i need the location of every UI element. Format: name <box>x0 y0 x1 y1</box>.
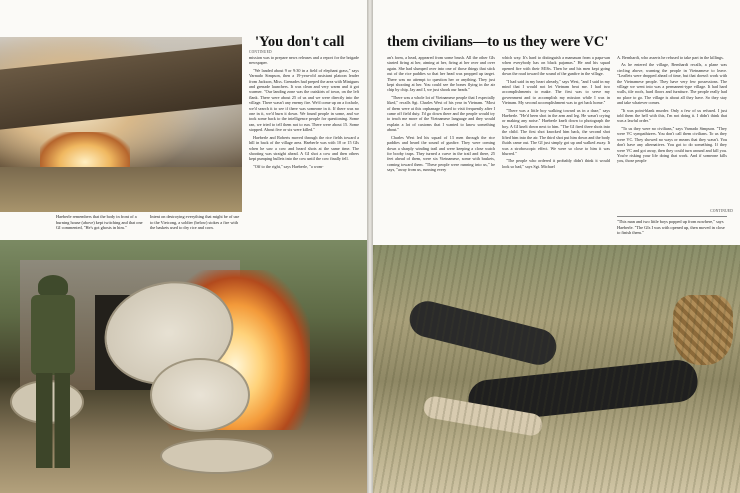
right-column-3 <box>617 55 727 164</box>
left-column-text <box>249 55 359 169</box>
rice-basket-2 <box>150 358 250 432</box>
soldier-legs <box>36 373 70 468</box>
left-paragraph-3: Haeberle and Roberts moved through the rice fields toward a hill in back of the village area. Haeberle was with 10 or 15 GIs when he saw a cow and heard shots at the same time. The shooting was straight ahead. A GI shot a cow and then others kept pumping bullets into the cow until the cow finally fell. <box>249 134 359 162</box>
r2-paragraph-1: which way. It's hard to distinguish a mamasan from a papa-san when everybody has on black pajamas." He and his squad opened fire with their M16s. Then he and his men kept going down the road toward the sound of the gunfire in the village. <box>502 55 610 77</box>
continued-label-right: CONTINUED <box>710 209 733 213</box>
r1-paragraph-1: an's form, a head, appeared from some brush. All the other GIs started firing at her, aiming at her, firing at her over and over again. She had slumped over into one of those things that stick out of the rice paddies so that her head was propped up target. There was no attempt to question her or anything. They just kept shooting at her. You could see the bones flying in the air chip by chip. Jay and I, we just shook our heads." <box>387 55 495 93</box>
soldier-body <box>31 295 75 375</box>
right-column-2 <box>502 55 610 169</box>
photo-grass <box>373 245 740 493</box>
caption-soldier-fire: Intent on destroying everything that might be of use to the Vietcong, a soldier (below) stokes a fire with the baskets used to dry rice and corn. <box>150 214 240 231</box>
photo-roof <box>0 43 242 130</box>
caption-field-victims: "This man and two little boys popped up from nowhere," says Haeberle. "The GIs I was with opened up, then moved in close to finish them." <box>617 219 725 236</box>
r1-paragraph-3: Charles West led his squad of 13 men through the rice paddies and heard the sound of gunfire. They were coming down a sharply winding trail and were keeping a close watch for booby traps. They turned a curve in the trail and there, 25 feet ahead of them, were six Vietnamese, some with baskets, coming toward them. "These people were running into us," he says, "away from us, running every <box>387 134 495 173</box>
soldier-helmet <box>38 275 68 297</box>
headline-left: 'You don't call <box>255 34 345 50</box>
caption-burning-house: Haeberle remembers that the body in front of a burning house (above) kept twitching and that one GI commented, "He's got ghosts in him." <box>56 214 143 231</box>
soldier-figure <box>28 275 78 475</box>
right-page <box>373 0 740 493</box>
rice-basket-3 <box>160 438 274 474</box>
r3-paragraph-2: As he entered the village, Bernhardt recalls, a plane was circling above, warning the people in Vietnamese to leave. "Leaflets were dropped ahead of time, but that doesn't work with the Vietnamese people. They have very few possessions. The village we went into was a permanent-type village. It had hard walls, tile roofs, hard floors and furniture. The people really had no place to go. The village is about all they have. So they stay and take whatever comes. <box>617 62 727 106</box>
left-paragraph-4: "Off to the right," says Haeberle, "a wom- <box>253 163 324 169</box>
photo-ground <box>0 167 242 212</box>
left-page <box>0 0 367 493</box>
left-paragraph-1: mission was to prepare news releases and a report for the brigade newspaper. <box>249 55 359 66</box>
r3-paragraph-1: A. Bernhardt, who asserts he refused to take part in the killings. <box>617 55 724 60</box>
r3-paragraph-3: "It was point-blank murder. Only a few of us refused. I just told them the hell with this, I'm not doing it. I didn't think that was a lawful order." <box>617 107 727 124</box>
continued-label-left: CONTINUED <box>249 50 272 54</box>
r2-paragraph-3: "There was a little boy walking toward us in a daze," says Haeberle. "He'd been shot in the arm and leg. He wasn't crying or making any noise." Haeberle knelt down to photograph the boy. A GI knelt down next to him. "The GI fired three shots into the child. The first shot knocked him back, the second shot lifted him into the air. The third shot put him down and the body fluids came out. The GI just simply got up and walked away. It was a stroboscopic effect. We were so close to him it was blurred." <box>502 107 610 156</box>
r2-paragraph-4: "The people who ordered it probably didn't think it would look so bad," says Sgt. Michael <box>502 158 610 169</box>
r3-paragraph-4: "To us they were no civilians," says Varnado Simpson. "They were VC sympathizers. You don't call them civilians. To us they were VC. They showed no ways or means that they wasn't. You don't have any alternatives. You got to do something. If they were VC and got away, then they could turn around and kill you. You're risking your life doing that work. And if someone kills you, those people <box>617 125 727 164</box>
r1-paragraph-2: "There was a whole lot of Vietnamese people that I especially liked," recalls Sgt. Charles West of his year in Vietnam. "Most of them were at this orphanage I used to visit frequently after I came off field duty. I'd go down there and the people would try to teach me more of the Vietnamese language and they would explain a lot of customs that I wanted to know something about." <box>387 94 495 133</box>
r2-paragraph-2: "I had said in my heart already," says West, "and I said in my mind that I would not let Vietnam beat me. I had two accomplishments to make. The first was to serve my government and to accomplish my mission while I was in Vietnam. My second accomplishment was to get back home." <box>502 78 610 106</box>
left-paragraph-2: "We landed about 9 or 9:30 in a field of elephant grass," says Varnado Simpson, then a 19-year-old assistant platoon leader from Jackson, Miss. Grenades had preped the area with Miniguns and grenade launchers. It was clean and very warm and it got warmer. "Our landing zone was the outskirts of town, on the left flank. There were about 25 of us and we were directly into the village. There wasn't any enemy fire. We'd come up on a foxhole, we'd search it to see if there was someone in it. If there was no one in it, we'd burn it down. We found people in some, and we took some back to the intelligence people for questioning. Some ran, we tried to tell them not to run. There were about 15. Some stopped. About five or six were killed." <box>249 67 359 133</box>
field-victims-photo <box>373 245 740 493</box>
caption-divider <box>617 216 727 217</box>
right-column-1 <box>387 55 495 173</box>
burning-house-photo <box>0 37 242 212</box>
soldier-fire-photo <box>0 240 367 493</box>
headline-right: them civilians—to us they were VC' <box>387 34 609 50</box>
